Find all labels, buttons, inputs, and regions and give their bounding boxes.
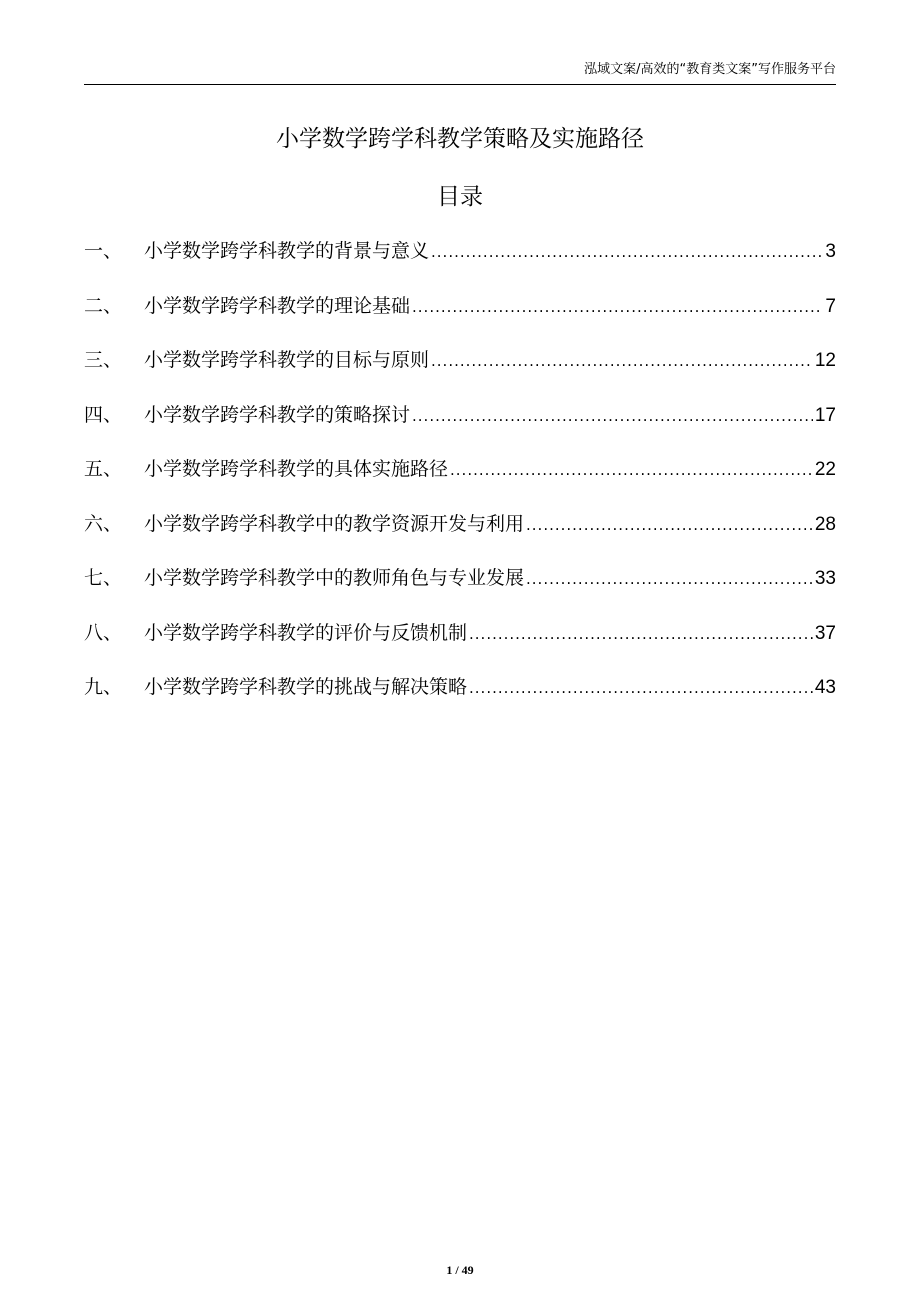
toc-entry-number: 九、 bbox=[84, 676, 123, 698]
toc-entry-7[interactable] bbox=[84, 555, 836, 610]
toc-entry-title: 小学数学跨学科教学的背景与意义 bbox=[144, 240, 430, 262]
toc-entry-number: 四、 bbox=[84, 403, 123, 426]
toc-entry-9[interactable] bbox=[84, 664, 836, 719]
header-divider bbox=[84, 84, 836, 85]
toc-dot-leader bbox=[469, 665, 813, 711]
toc-entry-title: 小学数学跨学科教学的评价与反馈机制 bbox=[144, 621, 468, 644]
toc-entry-page: 7 bbox=[825, 295, 836, 317]
toc-entry-5[interactable] bbox=[84, 446, 836, 501]
toc-entry-number: 五、 bbox=[84, 458, 123, 480]
toc-entry-4[interactable] bbox=[84, 392, 836, 447]
toc-entry-title: 小学数学跨学科教学的策略探讨 bbox=[144, 403, 411, 426]
toc-entry-8[interactable] bbox=[84, 610, 836, 665]
toc-entry-page: 37 bbox=[814, 622, 836, 644]
toc-dot-leader bbox=[450, 447, 813, 493]
toc-dot-leader bbox=[526, 556, 813, 602]
toc-entry-number: 二、 bbox=[84, 294, 123, 317]
toc-entry-number: 一、 bbox=[84, 240, 123, 262]
toc-dot-leader bbox=[526, 502, 813, 548]
toc-entry-title: 小学数学跨学科教学的理论基础 bbox=[144, 294, 411, 317]
toc-entry-page: 22 bbox=[814, 459, 836, 480]
toc-entry-2[interactable] bbox=[84, 283, 836, 338]
toc-entry-title: 小学数学跨学科教学的具体实施路径 bbox=[144, 458, 449, 480]
toc-entry-page: 43 bbox=[814, 677, 836, 698]
toc-entry-title: 小学数学跨学科教学的目标与原则 bbox=[144, 349, 430, 371]
toc-entry-number: 六、 bbox=[84, 512, 123, 535]
table-of-contents bbox=[84, 228, 836, 719]
toc-heading: 目录 bbox=[437, 184, 483, 210]
toc-entry-1[interactable] bbox=[84, 228, 836, 283]
toc-dot-leader bbox=[431, 229, 823, 275]
toc-entry-page: 28 bbox=[814, 513, 836, 535]
toc-dot-leader bbox=[431, 338, 813, 384]
page-number-footer: 1 / 49 bbox=[446, 1263, 474, 1277]
toc-entry-3[interactable] bbox=[84, 337, 836, 392]
toc-dot-leader bbox=[469, 611, 813, 657]
toc-entry-page: 3 bbox=[825, 241, 836, 262]
toc-entry-page: 12 bbox=[814, 350, 836, 371]
toc-entry-title: 小学数学跨学科教学中的教学资源开发与利用 bbox=[144, 512, 525, 535]
toc-entry-page: 33 bbox=[814, 568, 836, 589]
toc-entry-title: 小学数学跨学科教学的挑战与解决策略 bbox=[144, 676, 468, 698]
toc-entry-6[interactable] bbox=[84, 501, 836, 556]
toc-entry-number: 八、 bbox=[84, 621, 123, 644]
toc-entry-page: 17 bbox=[814, 404, 836, 426]
toc-entry-title: 小学数学跨学科教学中的教师角色与专业发展 bbox=[144, 567, 525, 589]
toc-entry-number: 七、 bbox=[84, 567, 123, 589]
toc-dot-leader bbox=[412, 284, 823, 330]
document-title: 小学数学跨学科教学策略及实施路径 bbox=[276, 126, 644, 152]
page-header: 泓域文案/高效的“教育类文案”写作服务平台 bbox=[584, 62, 836, 77]
toc-dot-leader bbox=[412, 393, 813, 439]
toc-entry-number: 三、 bbox=[84, 349, 123, 371]
